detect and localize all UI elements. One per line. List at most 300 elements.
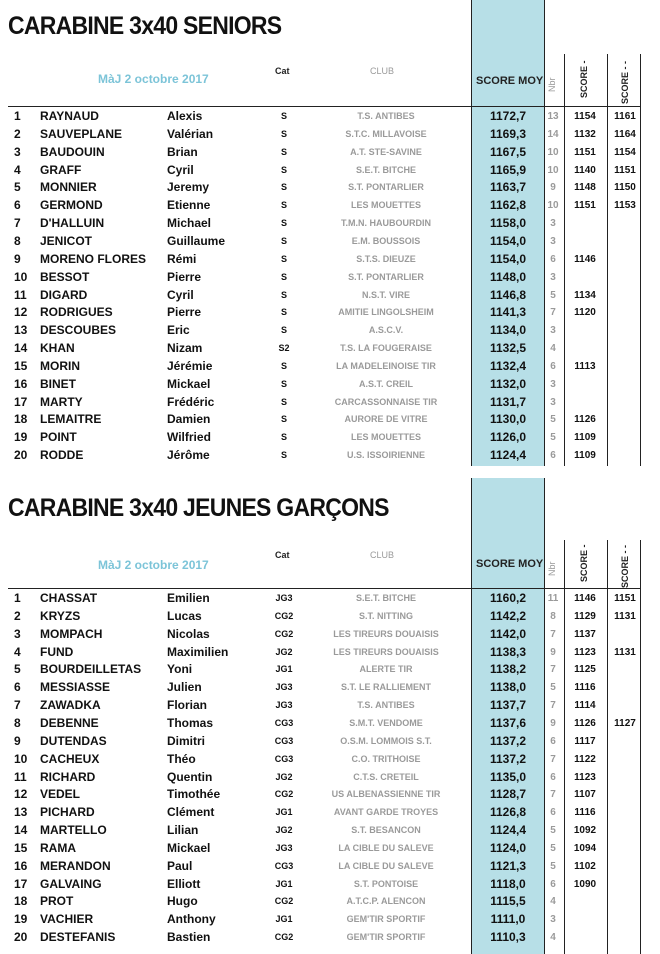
last-name-cell: PICHARD xyxy=(40,805,95,820)
category-cell: JG2 xyxy=(275,771,293,782)
category-cell: S xyxy=(280,128,287,139)
rank-cell: 2 xyxy=(14,126,21,141)
club-cell: US ALBENASSIENNE TIR xyxy=(331,789,441,800)
first-name-cell: Valérian xyxy=(167,126,214,141)
club-cell: ALERTE TIR xyxy=(359,664,413,675)
score-avg-cell: 1162,8 xyxy=(489,198,527,213)
category-cell: JG2 xyxy=(275,825,293,836)
category-cell: JG3 xyxy=(275,593,293,603)
first-name-cell: Mickael xyxy=(167,840,211,855)
club-cell: S.T. PONTOISE xyxy=(353,878,419,889)
update-date: MàJ 2 octobre 2017 xyxy=(98,72,209,86)
rank-cell: 6 xyxy=(14,198,21,213)
rank-cell: 16 xyxy=(14,858,28,873)
first-name-cell: Thomas xyxy=(167,715,214,730)
score2-cell: 1131 xyxy=(614,610,636,622)
score-avg-cell: 1131,7 xyxy=(489,394,527,409)
club-cell: T.S. LA FOUGERAISE xyxy=(340,343,432,354)
rank-cell: 1 xyxy=(14,109,21,123)
score-avg-cell: 1135,0 xyxy=(489,769,527,784)
score-header: SCORE MOY xyxy=(476,558,544,570)
table-row xyxy=(0,144,660,162)
nbr-cell: 7 xyxy=(550,700,556,712)
nbr-cell: 5 xyxy=(550,860,556,872)
score-avg-cell: 1115,5 xyxy=(490,894,526,909)
score1-cell: 1113 xyxy=(574,360,596,372)
score1-cell: 1125 xyxy=(574,664,596,676)
last-name-cell: RODDE xyxy=(40,448,84,463)
nbr-cell: 5 xyxy=(550,414,556,426)
club-cell: LES MOUETTES xyxy=(350,200,421,211)
score2-cell: 1150 xyxy=(614,182,636,194)
club-cell: AMITIE LINGOLSHEIM xyxy=(338,307,434,318)
nbr-cell: 7 xyxy=(550,307,556,319)
table-row xyxy=(0,929,660,947)
nbr-cell: 6 xyxy=(550,735,556,747)
score-header: SCORE MOY xyxy=(476,75,544,87)
score-avg-cell: 1124,4 xyxy=(489,448,527,463)
category-cell: JG1 xyxy=(275,664,293,675)
first-name-cell: Mickael xyxy=(167,376,211,391)
club-cell: GEM'TIR SPORTIF xyxy=(346,932,426,943)
club-cell: N.S.T. VIRE xyxy=(361,289,410,300)
club-cell: O.S.M. LOMMOIS S.T. xyxy=(340,735,432,746)
rank-cell: 16 xyxy=(14,376,28,391)
first-name-cell: Clément xyxy=(167,805,215,820)
nbr-cell: 8 xyxy=(550,610,556,622)
category-cell: CG3 xyxy=(274,717,294,728)
category-cell: S xyxy=(280,307,287,318)
category-cell: S xyxy=(280,450,287,461)
first-name-cell: Julien xyxy=(167,680,202,695)
club-cell: E.M. BOUSSOIS xyxy=(351,235,421,246)
nbr-cell: 5 xyxy=(550,682,556,694)
nbr-cell: 7 xyxy=(550,664,556,676)
rank-cell: 13 xyxy=(14,323,28,338)
score1-cell: 1116 xyxy=(574,807,596,819)
score1-header: SCORE - xyxy=(579,544,589,582)
score-avg-cell: 1126,0 xyxy=(489,430,527,445)
score1-cell: 1126 xyxy=(574,414,596,426)
nbr-cell: 3 xyxy=(550,218,556,230)
last-name-cell: VEDEL xyxy=(40,787,81,802)
club-cell: S.T. PONTARLIER xyxy=(348,182,424,193)
last-name-cell: DUTENDAS xyxy=(40,733,107,748)
table-row xyxy=(0,322,660,340)
rank-cell: 18 xyxy=(14,412,28,427)
score2-header: SCORE - - xyxy=(620,544,630,588)
nbr-cell: 5 xyxy=(550,842,556,854)
rank-cell: 10 xyxy=(14,269,28,284)
rank-cell: 6 xyxy=(14,680,21,695)
table-row xyxy=(0,126,660,144)
first-name-cell: Bastien xyxy=(167,930,211,945)
score1-cell: 1120 xyxy=(574,307,596,319)
category-cell: S xyxy=(280,111,287,121)
category-cell: S xyxy=(280,289,287,300)
nbr-cell: 4 xyxy=(550,896,556,908)
nbr-cell: 10 xyxy=(547,146,559,158)
header-rule xyxy=(8,106,640,107)
nbr-cell: 3 xyxy=(550,325,556,337)
rank-cell: 13 xyxy=(14,805,28,820)
section-title: CARABINE 3x40 SENIORS xyxy=(8,12,282,40)
cat-header: Cat xyxy=(275,66,290,76)
last-name-cell: FUND xyxy=(40,644,74,659)
score1-cell: 1109 xyxy=(574,450,596,462)
club-cell: S.E.T. BITCHE xyxy=(355,164,416,175)
score1-cell: 1107 xyxy=(574,789,596,801)
first-name-cell: Pierre xyxy=(167,305,202,320)
rank-cell: 4 xyxy=(14,162,21,177)
first-name-cell: Jérémie xyxy=(167,358,213,373)
last-name-cell: RAMA xyxy=(40,840,76,855)
category-cell: JG1 xyxy=(275,878,293,889)
score-avg-cell: 1169,3 xyxy=(489,126,527,141)
last-name-cell: DESCOUBES xyxy=(40,323,117,338)
rank-cell: 11 xyxy=(14,769,27,784)
score2-cell: 1151 xyxy=(614,593,636,604)
nbr-cell: 3 xyxy=(550,914,556,926)
score-avg-cell: 1126,8 xyxy=(489,805,527,820)
first-name-cell: Wilfried xyxy=(167,430,211,445)
score1-cell: 1123 xyxy=(574,646,596,658)
table-row xyxy=(0,108,660,126)
rank-cell: 17 xyxy=(14,394,28,409)
category-cell: JG3 xyxy=(275,682,293,693)
score1-cell: 1109 xyxy=(574,432,596,444)
last-name-cell: RAYNAUD xyxy=(40,109,99,123)
table-row xyxy=(0,840,660,858)
score1-cell: 1154 xyxy=(574,111,596,122)
last-name-cell: GERMOND xyxy=(40,198,103,213)
table-row xyxy=(0,715,660,733)
score1-cell: 1132 xyxy=(574,128,596,140)
score1-cell: 1151 xyxy=(574,146,596,158)
club-cell: LA CIBLE DU SALEVE xyxy=(338,860,434,871)
table-row xyxy=(0,304,660,322)
category-cell: S xyxy=(280,396,287,407)
table-row xyxy=(0,626,660,644)
category-cell: S xyxy=(280,253,287,264)
table-row xyxy=(0,197,660,215)
rank-cell: 9 xyxy=(14,251,21,266)
club-cell: S.T.S. DIEUZE xyxy=(356,253,416,264)
score-avg-cell: 1141,3 xyxy=(489,305,527,320)
score-avg-cell: 1132,0 xyxy=(489,376,527,391)
table-row xyxy=(0,251,660,269)
rank-cell: 8 xyxy=(14,715,21,730)
first-name-cell: Michael xyxy=(167,216,212,231)
club-cell: S.T. PONTARLIER xyxy=(348,271,424,282)
first-name-cell: Lucas xyxy=(167,608,202,623)
category-cell: S xyxy=(280,378,287,389)
score-avg-cell: 1137,7 xyxy=(489,698,527,713)
club-cell: T.S. ANTIBES xyxy=(357,700,415,711)
score1-cell: 1148 xyxy=(574,182,596,194)
last-name-cell: JENICOT xyxy=(40,233,93,248)
rank-cell: 2 xyxy=(14,608,21,623)
nbr-cell: 6 xyxy=(550,360,556,372)
first-name-cell: Cyril xyxy=(167,162,194,177)
club-cell: A.S.C.V. xyxy=(368,325,404,336)
first-name-cell: Timothée xyxy=(167,787,221,802)
score1-cell: 1122 xyxy=(574,753,596,765)
table-row xyxy=(0,697,660,715)
score-avg-cell: 1142,0 xyxy=(489,626,527,641)
table-row xyxy=(0,358,660,376)
nbr-cell: 3 xyxy=(550,378,556,390)
score-avg-cell: 1137,2 xyxy=(489,733,527,748)
table-row xyxy=(0,876,660,894)
category-cell: CG2 xyxy=(274,932,294,943)
table-row xyxy=(0,411,660,429)
club-cell: C.T.S. CRETEIL xyxy=(353,771,419,782)
score2-cell: 1164 xyxy=(614,128,636,140)
first-name-cell: Anthony xyxy=(167,912,216,927)
last-name-cell: DIGARD xyxy=(40,287,88,302)
score-avg-cell: 1172,7 xyxy=(489,109,527,123)
score-avg-cell: 1132,4 xyxy=(489,358,527,373)
last-name-cell: GRAFF xyxy=(40,162,82,177)
last-name-cell: BOURDEILLETAS xyxy=(40,662,142,677)
first-name-cell: Yoni xyxy=(167,662,193,677)
last-name-cell: KRYZS xyxy=(40,608,81,623)
score-avg-cell: 1137,2 xyxy=(489,751,527,766)
score2-cell: 1154 xyxy=(614,146,636,158)
rank-cell: 17 xyxy=(14,876,28,891)
last-name-cell: GALVAING xyxy=(40,876,102,891)
last-name-cell: D'HALLUIN xyxy=(40,216,105,231)
nbr-header: Nbr xyxy=(547,561,557,576)
first-name-cell: Alexis xyxy=(167,109,203,123)
score2-cell: 1151 xyxy=(614,164,636,176)
first-name-cell: Jérôme xyxy=(167,448,210,463)
first-name-cell: Emilien xyxy=(167,591,210,605)
table-row xyxy=(0,911,660,929)
score-avg-cell: 1146,8 xyxy=(489,287,527,302)
nbr-cell: 11 xyxy=(547,593,559,604)
last-name-cell: BINET xyxy=(40,376,76,391)
nbr-cell: 14 xyxy=(547,128,559,140)
club-cell: LES TIREURS DOUAISIS xyxy=(333,628,439,639)
last-name-cell: DESTEFANIS xyxy=(40,930,116,945)
rank-cell: 3 xyxy=(14,626,21,641)
first-name-cell: Nicolas xyxy=(167,626,210,641)
nbr-cell: 3 xyxy=(550,235,556,247)
rank-cell: 12 xyxy=(14,305,28,320)
rank-cell: 7 xyxy=(14,216,21,231)
category-cell: CG3 xyxy=(274,735,294,746)
last-name-cell: MORIN xyxy=(40,358,80,373)
nbr-header: Nbr xyxy=(547,77,557,92)
club-cell: AVANT GARDE TROYES xyxy=(333,807,439,818)
category-cell: JG3 xyxy=(275,842,293,853)
nbr-cell: 9 xyxy=(550,717,556,729)
rank-cell: 11 xyxy=(14,287,27,302)
club-cell: S.M.T. VENDOME xyxy=(349,717,423,728)
club-cell: C.O. TRITHOISE xyxy=(351,753,421,764)
score-avg-cell: 1138,2 xyxy=(489,662,527,677)
club-cell: LES TIREURS DOUAISIS xyxy=(333,646,439,657)
table-row xyxy=(0,162,660,180)
first-name-cell: Florian xyxy=(167,698,208,713)
rank-cell: 18 xyxy=(14,894,28,909)
nbr-cell: 5 xyxy=(550,289,556,301)
table-row xyxy=(0,590,660,608)
category-cell: S xyxy=(280,146,287,157)
table-row xyxy=(0,394,660,412)
table-row xyxy=(0,858,660,876)
score2-header: SCORE - - xyxy=(620,60,630,104)
category-cell: CG2 xyxy=(274,896,294,907)
score-avg-cell: 1158,0 xyxy=(489,216,527,231)
last-name-cell: LEMAITRE xyxy=(40,412,102,427)
club-cell: CARCASSONNAISE TIR xyxy=(334,396,438,407)
category-cell: S xyxy=(280,182,287,193)
club-cell: S.T. BESANCON xyxy=(351,825,421,836)
score1-cell: 1129 xyxy=(574,610,596,622)
last-name-cell: MERANDON xyxy=(40,858,111,873)
table-row xyxy=(0,893,660,911)
nbr-cell: 6 xyxy=(550,878,556,890)
rank-cell: 14 xyxy=(14,823,28,838)
table-row xyxy=(0,215,660,233)
first-name-cell: Frédéric xyxy=(167,394,215,409)
score-avg-cell: 1128,7 xyxy=(489,787,527,802)
club-cell: AURORE DE VITRE xyxy=(344,414,428,425)
table-row xyxy=(0,608,660,626)
score-avg-cell: 1110,3 xyxy=(490,930,526,945)
score1-cell: 1126 xyxy=(574,717,596,729)
club-cell: S.T.C. MILLAVOISE xyxy=(345,128,427,139)
table-row xyxy=(0,447,660,465)
header-rule xyxy=(8,588,640,589)
club-header: CLUB xyxy=(370,66,395,76)
club-cell: GEM'TIR SPORTIF xyxy=(346,914,426,925)
rank-cell: 5 xyxy=(14,180,21,195)
table-row xyxy=(0,340,660,358)
table-row xyxy=(0,751,660,769)
category-cell: CG2 xyxy=(274,628,294,639)
score-avg-cell: 1148,0 xyxy=(489,269,527,284)
last-name-cell: POINT xyxy=(40,430,77,445)
first-name-cell: Damien xyxy=(167,412,211,427)
nbr-cell: 7 xyxy=(550,789,556,801)
score-avg-cell: 1124,0 xyxy=(489,840,527,855)
club-cell: T.M.N. HAUBOURDIN xyxy=(341,218,431,229)
first-name-cell: Cyril xyxy=(167,287,194,302)
last-name-cell: MESSIASSE xyxy=(40,680,111,695)
category-cell: JG1 xyxy=(275,807,293,818)
last-name-cell: MORENO FLORES xyxy=(40,251,147,266)
club-cell: S.T. LE RALLIEMENT xyxy=(341,682,431,693)
score2-cell: 1153 xyxy=(614,200,636,212)
last-name-cell: MOMPACH xyxy=(40,626,103,641)
score1-cell: 1117 xyxy=(574,735,596,747)
last-name-cell: KHAN xyxy=(40,341,75,356)
table-row xyxy=(0,679,660,697)
last-name-cell: SAUVEPLANE xyxy=(40,126,123,141)
club-cell: A.S.T. CREIL xyxy=(358,378,413,389)
score1-cell: 1094 xyxy=(573,842,597,854)
category-cell: CG2 xyxy=(274,789,294,800)
first-name-cell: Quentin xyxy=(167,769,213,784)
club-cell: LES MOUETTES xyxy=(350,432,421,443)
score-avg-cell: 1165,9 xyxy=(489,162,527,177)
last-name-cell: VACHIER xyxy=(40,912,94,927)
score-avg-cell: 1137,6 xyxy=(489,715,527,730)
category-cell: S xyxy=(280,218,287,229)
last-name-cell: ZAWADKA xyxy=(40,698,101,713)
first-name-cell: Paul xyxy=(167,858,193,873)
nbr-cell: 10 xyxy=(547,164,559,176)
score-avg-cell: 1142,2 xyxy=(489,608,527,623)
rank-cell: 15 xyxy=(14,358,28,373)
score2-cell: 1161 xyxy=(614,111,636,122)
club-cell: U.S. ISSOIRIENNE xyxy=(346,450,426,461)
category-cell: JG2 xyxy=(275,646,293,657)
first-name-cell: Elliott xyxy=(167,876,201,891)
last-name-cell: MARTY xyxy=(40,394,83,409)
update-date: MàJ 2 octobre 2017 xyxy=(98,558,209,572)
score1-cell: 1137 xyxy=(574,628,596,640)
score-avg-cell: 1121,3 xyxy=(489,858,527,873)
score-avg-cell: 1160,2 xyxy=(489,591,527,605)
last-name-cell: BAUDOUIN xyxy=(40,144,105,159)
rank-cell: 19 xyxy=(14,912,28,927)
table-row xyxy=(0,429,660,447)
cat-header: Cat xyxy=(275,550,290,560)
category-cell: S xyxy=(280,432,287,443)
table-row xyxy=(0,376,660,394)
score-avg-cell: 1154,0 xyxy=(489,233,527,248)
score-avg-cell: 1167,5 xyxy=(489,144,527,159)
rank-cell: 20 xyxy=(14,930,28,945)
section-seniors xyxy=(0,0,660,470)
table-row xyxy=(0,733,660,751)
category-cell: S xyxy=(280,164,287,175)
rank-cell: 7 xyxy=(14,698,21,713)
table-row xyxy=(0,769,660,787)
score-avg-cell: 1124,4 xyxy=(489,823,527,838)
category-cell: S xyxy=(280,360,287,371)
rank-cell: 1 xyxy=(14,591,21,605)
score-avg-cell: 1118,0 xyxy=(490,876,526,891)
first-name-cell: Guillaume xyxy=(167,233,226,248)
club-cell: T.S. ANTIBES xyxy=(357,111,415,121)
nbr-cell: 7 xyxy=(550,753,556,765)
score-avg-cell: 1163,7 xyxy=(489,180,527,195)
club-cell: S.E.T. BITCHE xyxy=(355,593,416,603)
last-name-cell: MONNIER xyxy=(40,180,97,195)
table-row xyxy=(0,786,660,804)
rank-cell: 4 xyxy=(14,644,21,659)
score-avg-cell: 1138,3 xyxy=(489,644,527,659)
rank-cell: 15 xyxy=(14,840,28,855)
nbr-cell: 6 xyxy=(550,807,556,819)
table-row xyxy=(0,287,660,305)
first-name-cell: Hugo xyxy=(167,894,198,909)
first-name-cell: Brian xyxy=(167,144,198,159)
category-cell: CG3 xyxy=(274,860,294,871)
category-cell: S xyxy=(280,414,287,425)
score-avg-cell: 1132,5 xyxy=(489,341,527,356)
nbr-cell: 4 xyxy=(550,343,556,355)
first-name-cell: Dimitri xyxy=(167,733,206,748)
rank-cell: 3 xyxy=(14,144,21,159)
nbr-cell: 9 xyxy=(550,646,556,658)
